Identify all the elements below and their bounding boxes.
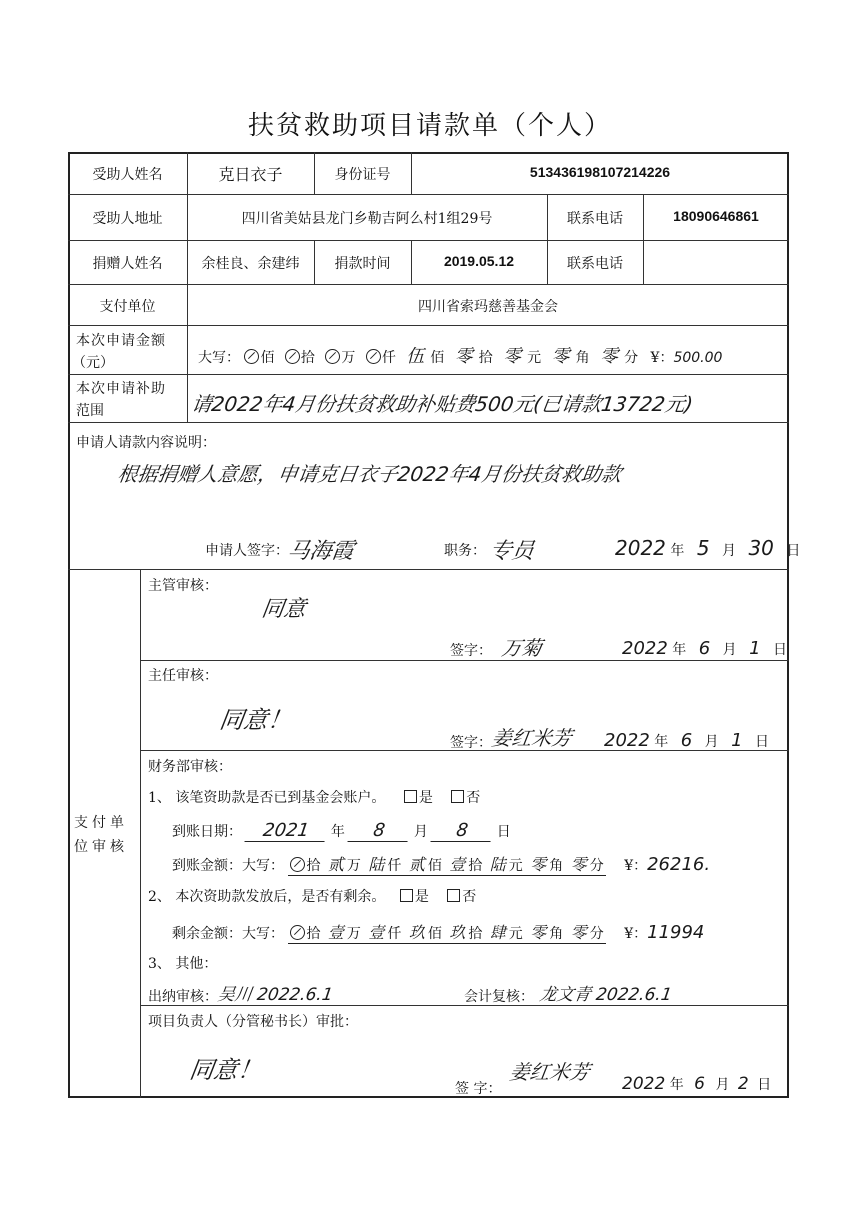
project-head-date: 2022 年 6 月 2 日 [622,1074,772,1094]
amount-label: 本次申请金额 [76,333,166,349]
director-sign-label: 签字： [450,735,492,751]
payer-label: 支付单位 [99,299,156,315]
recipient-phone: 18090646861 [673,208,759,224]
scope-label: 本次申请补助 [76,381,166,397]
project-head-signature: 姜红米芳 [508,1060,592,1084]
scope-label-2: 范围 [76,403,104,419]
applicant-sign-label: 申请人签字： [205,543,289,559]
explanation-value: 根据捐赠人意愿，申请克日衣子2022年4月份扶贫救助款 [116,462,624,486]
form-title: 扶贫救助项目请款单（个人） [247,111,612,141]
applicant-date: 2022 年 5 月 30 日 [615,536,801,560]
project-head-sign-label: 签 字： [455,1081,502,1097]
arrival-amount: 到账金额：大写： 拾 贰 万 陆 仟 贰 佰 壹 拾 陆 元 零 角 零 分 ¥：26216. [172,854,711,875]
no-checkbox[interactable] [451,790,464,803]
recipient-address: 四川省美姑县龙门乡勒吉阿么村1组29号 [241,211,493,227]
finance-label: 财务部审核： [148,759,232,775]
remain-no-checkbox[interactable] [447,889,460,902]
cashier-signature: 吴川 2022.6.1 [216,985,335,1005]
audit-side-label-2: 位审核 [74,839,128,855]
id-number: 513436198107214226 [529,164,671,180]
amount-caps: 大写： 佰 拾 万 仟 伍 佰 零 拾 零 元 零 角 零 分 ¥：500.00 [198,346,723,367]
yes-checkbox[interactable] [404,790,417,803]
remaining-amount: 剩余金额：大写： 拾 壹 万 壹 仟 玖 佰 玖 拾 肆 元 零 角 零 分 ¥：11994 [172,922,705,943]
cashier-label: 出纳审核： [148,989,218,1005]
id-number-label: 身份证号 [334,167,391,183]
applicant-signature: 马海霞 [285,539,356,564]
recipient-phone-label: 联系电话 [567,211,623,227]
audit-side-label: 支付单 [74,815,128,831]
remain-yes-checkbox[interactable] [400,889,413,902]
finance-q1: 1、 该笔资助款是否已到基金会账户。 是 否 [148,790,481,806]
accountant-signature: 龙文青 2022.6.1 [538,985,674,1005]
amount-label-unit: （元） [72,355,114,371]
director-opinion: 同意！ [217,706,294,734]
arrival-date: 到账日期： 2021 年 8 月 8 日 [172,820,511,841]
post-value: 专员 [487,539,536,564]
accountant-label: 会计复核： [464,989,534,1005]
supervisor-opinion: 同意 [259,597,308,622]
director-label: 主任审核： [148,668,218,684]
director-date: 2022 年 6 月 1 日 [604,730,769,751]
donation-time-label: 捐款时间 [334,256,391,272]
recipient-name: 克日衣子 [218,165,283,184]
explanation-label: 申请人请款内容说明： [76,435,216,451]
finance-q2: 2、 本次资助款发放后，是否有剩余。 是 否 [148,889,477,905]
finance-q3: 3、 其他： [148,956,218,972]
donor-phone-label: 联系电话 [567,256,623,272]
payer-value: 四川省索玛慈善基金会 [418,299,558,315]
donor-name-label: 捐赠人姓名 [92,256,163,272]
scope-value: 请2022年4月份扶贫救助补贴费500元(已请款13722元) [190,392,695,416]
donation-time: 2019.05.12 [443,253,515,269]
post-label: 职务： [444,543,486,559]
supervisor-date: 2022 年 6 月 1 日 [622,638,787,659]
supervisor-sign-label: 签字： [450,643,492,659]
project-head-opinion: 同意！ [187,1056,264,1084]
recipient-name-label: 受助人姓名 [92,167,163,183]
supervisor-label: 主管审核： [148,578,218,594]
project-head-label: 项目负责人（分管秘书长）审批： [148,1014,358,1030]
supervisor-signature: 万菊 [500,636,544,660]
director-signature: 姜红米芳 [490,726,574,750]
recipient-address-label: 受助人地址 [92,211,163,227]
donor-names: 余桂良、余建纬 [201,256,300,272]
